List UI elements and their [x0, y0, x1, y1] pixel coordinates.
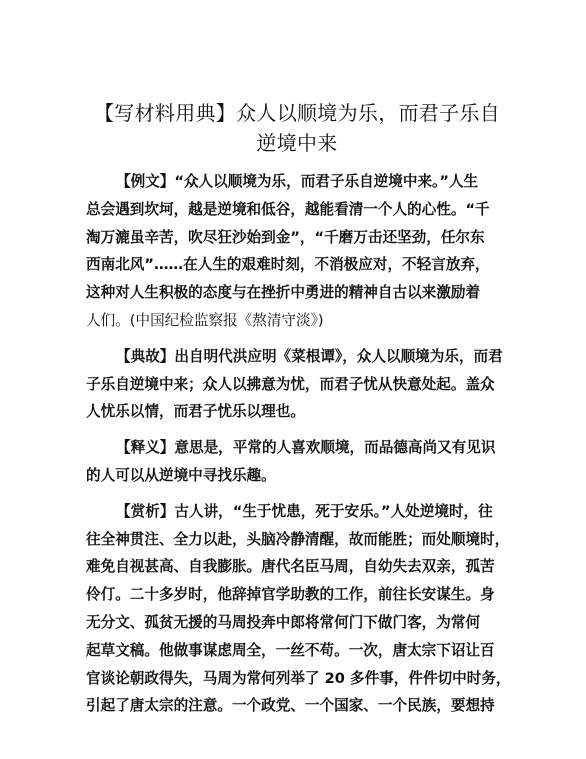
text-line: 难免自视甚高、自我膨胀。唐代名臣马周，自幼失去双亲，孤苦: [86, 558, 495, 576]
text-line: 官谈论朝政得失，马周为常何列举了 20 多件事，件件切中时务，: [86, 669, 511, 687]
text-line: 人们。(中国纪检监察报《熬清守淡》): [86, 311, 324, 329]
text-line: 伶仃。二十多岁时，他辞掉官学助教的工作，前往长安谋生。身: [86, 586, 495, 604]
text-line: 子乐自逆境中来；众人以拂意为忧，而君子忧从快意处起。盖众: [86, 375, 495, 393]
title-line-1: 【写材料用典】众人以顺境为乐，而君子乐自: [94, 101, 500, 125]
text-line: 西南北风”……在人生的艰难时刻，不消极应对，不轻言放弃，: [86, 256, 490, 274]
text-line: 【释义】意思是，平常的人喜欢顺境，而品德高尚又有见识: [116, 439, 496, 457]
text-line: 人忧乐以情，而君子忧乐以理也。: [86, 403, 305, 421]
text-line: 【典故】出自明代洪应明《菜根谭》，众人以顺境为乐，而君: [116, 347, 503, 365]
para-appreciation: [86, 498, 511, 720]
text-line: 总会遇到坎坷，越是逆境和低谷，越能看清一个人的心性。“千: [86, 200, 490, 218]
text-line: 的人可以从逆境中寻找乐趣。: [86, 466, 276, 484]
text-line: 【赏析】古人讲，“生于忧患，死于安乐。”人处逆境时，往: [116, 502, 493, 520]
article-title: [86, 98, 508, 158]
para-meaning: [86, 434, 508, 490]
title-line-2: 逆境中来: [256, 131, 338, 155]
para-example: [86, 168, 508, 335]
text-line: 淘万漉虽辛苦，吹尽狂沙始到金”，“千磨万击还坚劲，任尔东: [86, 228, 485, 246]
text-line: 【例文】“众人以顺境为乐，而君子乐自逆境中来。”人生: [116, 173, 479, 190]
para-source: [86, 343, 508, 426]
text-line: 往全神贯注、全力以赴，头脑冷静清醒，故而能胜；而处顺境时，: [86, 530, 510, 548]
text-line: 这种对人生积极的态度与在挫折中勇进的精神自古以来激励着: [86, 284, 481, 302]
text-line: 引起了唐太宗的注意。一个政党、一个国家、一个民族，要想持: [86, 697, 495, 715]
text-line: 起草文稿。他做事谋虑周全，一丝不苟。一次，唐太宗下诏让百: [86, 641, 495, 659]
text-line: 无分文、孤贫无援的马周投奔中郎将常何门下做门客，为常何: [86, 613, 481, 631]
